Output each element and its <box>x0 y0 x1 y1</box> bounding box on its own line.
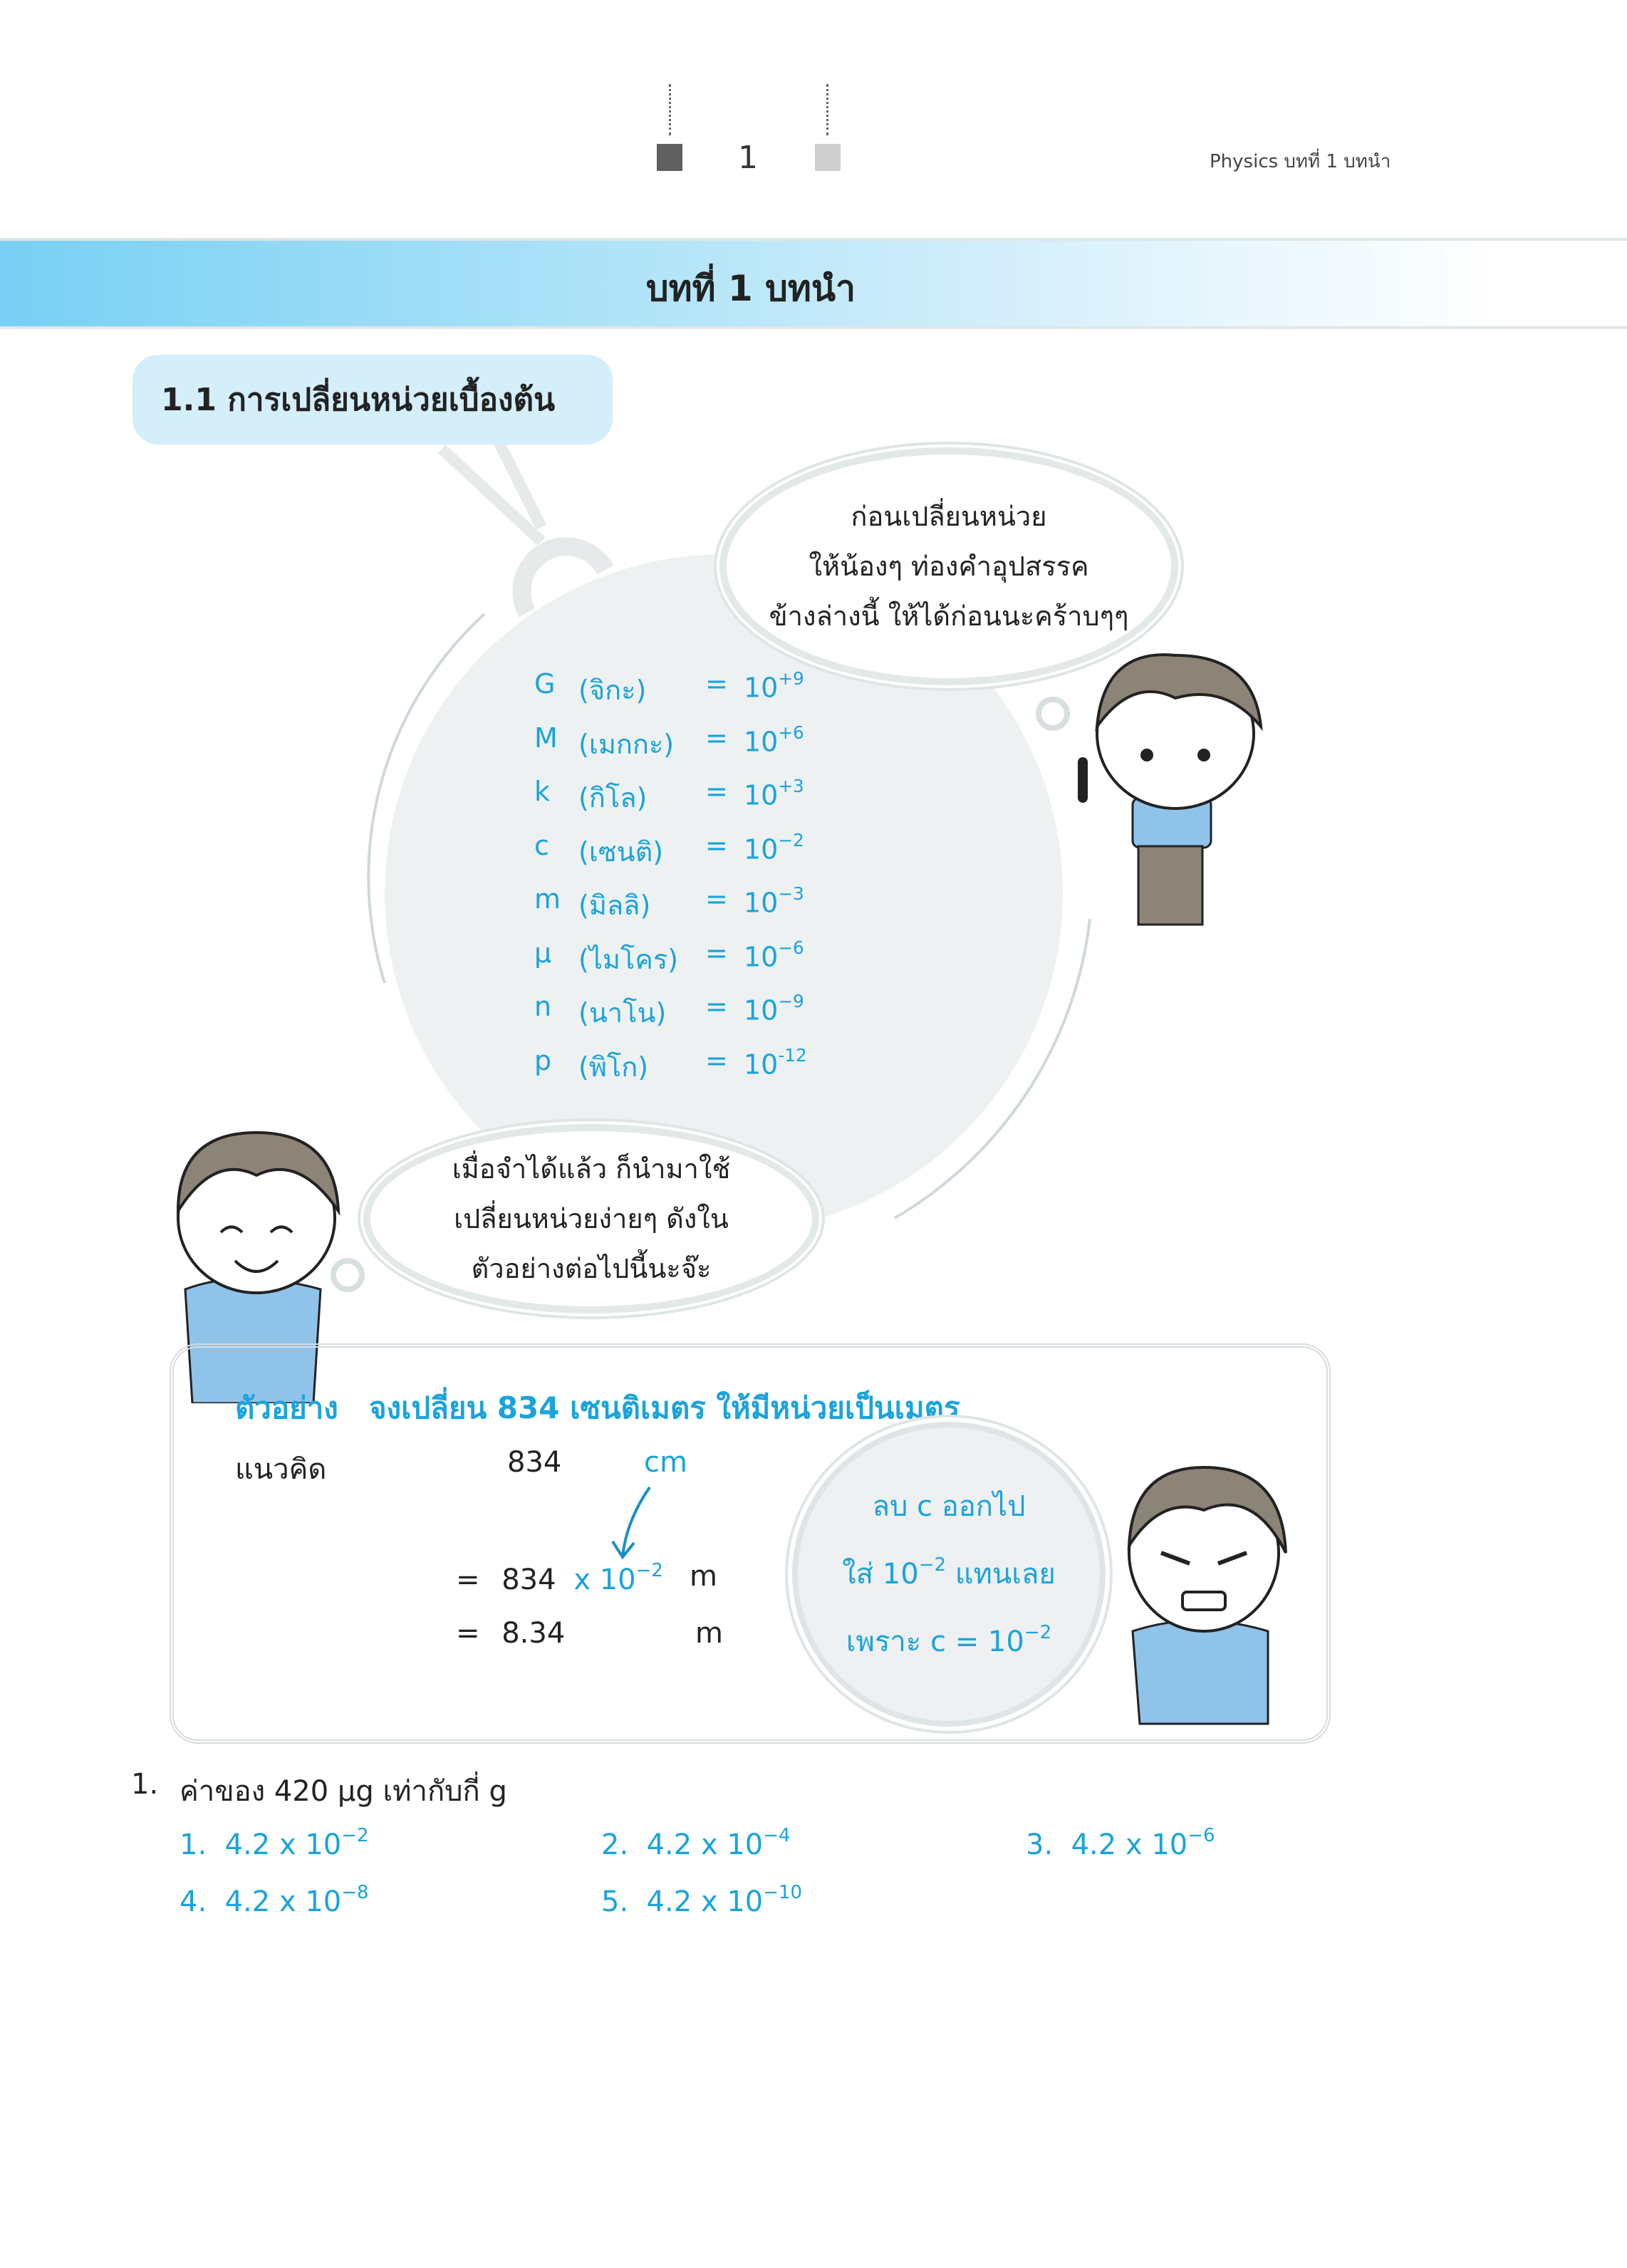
prefix-symbol: k <box>534 776 551 807</box>
example-label: ตัวอย่าง <box>235 1390 338 1425</box>
prefix-name: (กิโล) <box>578 782 648 813</box>
step1-multiplier: x $10^{-2}$ <box>573 1560 663 1597</box>
prefix-name: (เมกกะ) <box>578 728 675 760</box>
section-title: 1.1 การเปลี่ยนหน่วยเบื้องต้น <box>132 355 613 444</box>
prefix-row <box>534 722 962 765</box>
chapter-title: บทที่ 1 บทนำ <box>645 268 856 309</box>
answer-option[interactable]: 1. 4.2 x $10^{-2}$ <box>180 1825 369 1862</box>
equals: = <box>705 937 728 969</box>
equals: = <box>705 991 728 1022</box>
equals: = <box>705 883 728 915</box>
prefix-name: (เซนติ) <box>578 836 664 868</box>
boy-pointing-illustration <box>1054 620 1282 947</box>
boy-determined-illustration <box>1111 1439 1311 1738</box>
prefix-symbol: c <box>534 829 549 861</box>
step1-value: 834 <box>501 1564 556 1597</box>
note-line: เพราะ $c = 10^{-2}$ <box>846 1622 1052 1659</box>
step1-unit: m <box>690 1560 717 1593</box>
step2-unit: m <box>695 1617 723 1650</box>
step1 <box>456 1560 717 1597</box>
prefix-row <box>534 883 962 926</box>
prefix-value: $10^{-9}$ <box>744 991 804 1026</box>
prefix-value: $10^{+3}$ <box>744 776 804 811</box>
bubble-text: ตัวอย่างต่อไปนี้นะจ๊ะ <box>471 1253 712 1284</box>
bubble-text: เปลี่ยนหน่วยง่ายๆ ดังใน <box>454 1203 729 1234</box>
prefix-symbol: m <box>534 883 561 915</box>
equals: = <box>705 829 728 861</box>
prefix-name: (พิโก) <box>578 1051 649 1083</box>
prefix-value: $10^{-12}$ <box>744 1044 807 1080</box>
note-line: ลบ c ออกไป <box>872 1489 1026 1523</box>
start-value: 834 <box>507 1446 562 1479</box>
equals: = <box>705 776 728 807</box>
prefix-value: $10^{-2}$ <box>744 829 804 865</box>
note-line: ใส่ $10^{-2}$ แทนเลย <box>842 1554 1056 1591</box>
prefix-row <box>534 668 962 711</box>
answer-option[interactable]: 2. 4.2 x $10^{-4}$ <box>601 1825 791 1862</box>
equals: = <box>705 668 728 699</box>
equals: = <box>705 722 728 754</box>
prefix-symbol: n <box>534 991 552 1022</box>
prefix-row <box>534 937 962 980</box>
start-unit: cm <box>644 1446 687 1479</box>
question-text: ค่าของ 420 µg เท่ากับกี่ g <box>180 1775 507 1808</box>
prefix-name: (มิลลิ) <box>578 890 651 921</box>
note-bubble <box>792 1422 1106 1727</box>
prefix-table <box>534 668 962 1096</box>
bubble-text: เมื่อจำได้แล้ว ก็นำมาใช้ <box>452 1153 731 1185</box>
speech-bubble-bottom <box>363 1124 819 1314</box>
prefix-name: (ไมโคร) <box>578 943 679 975</box>
step2 <box>456 1617 723 1650</box>
prefix-value: $10^{-6}$ <box>744 937 804 972</box>
prefix-row <box>534 776 962 818</box>
bubble-text: ข้างล่างนี้ ให้ได้ก่อนนะคร้าบๆๆ <box>769 600 1129 632</box>
prefix-symbol: G <box>534 668 556 699</box>
prefix-symbol: M <box>534 722 558 754</box>
equals: = <box>705 1044 728 1076</box>
prefix-value: $10^{-3}$ <box>744 883 804 919</box>
prefix-row <box>534 830 962 873</box>
answer-option[interactable]: 5. 4.2 x $10^{-10}$ <box>601 1882 803 1919</box>
arrow-down-icon <box>605 1484 662 1563</box>
answer-option[interactable]: 4. 4.2 x $10^{-8}$ <box>180 1882 369 1919</box>
prefix-symbol: p <box>534 1044 552 1076</box>
prefix-value: $10^{+9}$ <box>744 668 804 704</box>
equals: = <box>456 1564 480 1597</box>
prefix-row <box>534 1045 962 1088</box>
prefix-name: (จิกะ) <box>578 675 647 706</box>
approach-label: แนวคิด <box>235 1453 327 1486</box>
prefix-value: $10^{+6}$ <box>744 722 804 757</box>
prefix-row <box>534 991 962 1034</box>
step2-value: 8.34 <box>501 1617 566 1650</box>
running-title: Physics บทที่ 1 บทนำ <box>1210 151 1391 172</box>
answer-option[interactable]: 3. 4.2 x $10^{-6}$ <box>1026 1825 1215 1862</box>
page-number: 1 <box>738 140 758 176</box>
prefix-symbol: µ <box>534 937 552 969</box>
bubble-text: ให้น้องๆ ท่องคำอุปสรรค <box>809 551 1089 582</box>
question-number: 1. <box>131 1768 159 1801</box>
equals: = <box>456 1617 480 1650</box>
bubble-text: ก่อนเปลี่ยนหน่วย <box>851 501 1047 532</box>
prefix-name: (นาโน) <box>578 997 667 1029</box>
example-prompt: จงเปลี่ยน 834 เซนติเมตร ให้มีหน่วยเป็นเมตร <box>369 1390 960 1425</box>
